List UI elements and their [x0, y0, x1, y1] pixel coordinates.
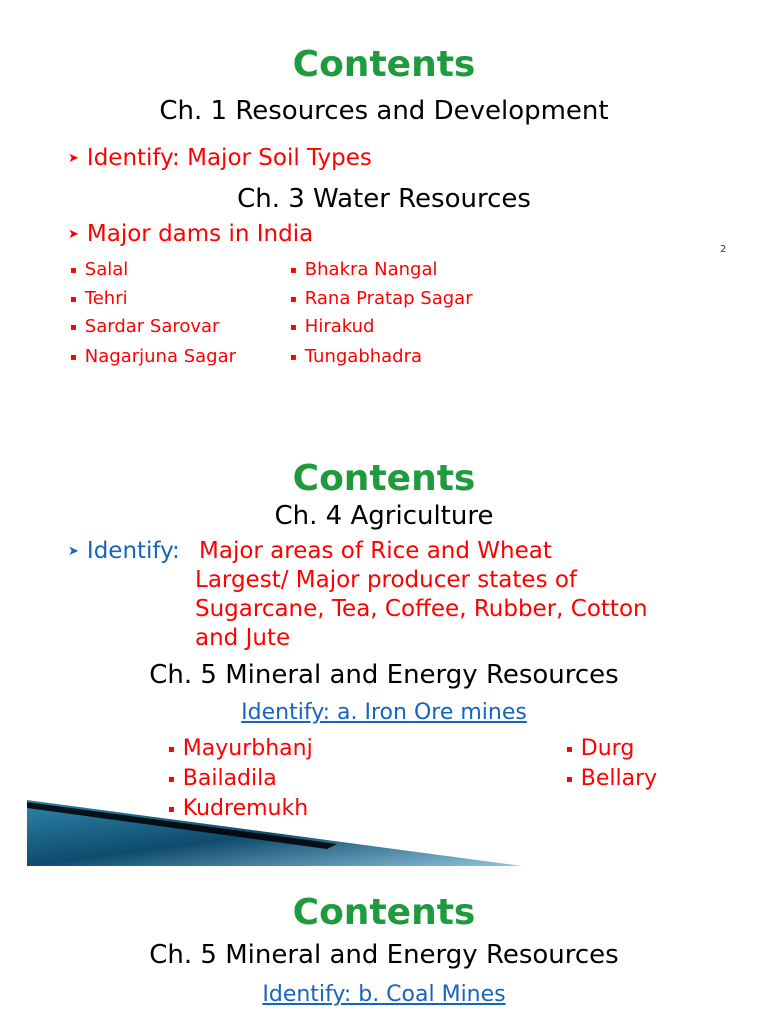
arrow-bullet-icon: ➤	[68, 544, 79, 559]
dam-list-item: ▪ Nagarjuna Sagar	[70, 346, 237, 367]
iron-ore-link[interactable]: Identify: a. Iron Ore mines	[241, 700, 527, 725]
slide1-title: Contents	[292, 44, 476, 85]
slide1-bullet-soil	[68, 145, 372, 171]
dam-list-item: ▪ Tehri	[70, 288, 128, 309]
slide1-page-number: 2	[720, 244, 727, 255]
dam-list-item: ▪ Salal	[70, 259, 129, 280]
square-bullet-icon: ▪	[168, 743, 175, 755]
identify-line: and Jute	[195, 625, 291, 651]
square-bullet-icon: ▪	[290, 264, 297, 276]
identify-line: Largest/ Major producer states of	[195, 567, 578, 593]
identify-line: Sugarcane, Tea, Coffee, Rubber, Cotton	[195, 596, 648, 622]
square-bullet-icon: ▪	[70, 264, 77, 276]
square-bullet-icon: ▪	[290, 321, 297, 333]
square-bullet-icon: ▪	[168, 803, 175, 815]
slide1-chapter3-heading: Ch. 3 Water Resources	[237, 184, 531, 214]
dam-list-item: ▪ Hirakud	[290, 316, 375, 337]
mine-list-item: ▪ Bellary	[566, 766, 658, 791]
square-bullet-icon: ▪	[168, 773, 175, 785]
identify-label: Identify:	[86, 538, 180, 564]
arrow-bullet-icon: ➤	[68, 227, 79, 242]
identify-line: Major areas of Rice and Wheat	[199, 538, 552, 564]
arrow-bullet-icon: ➤	[68, 151, 79, 166]
slide1-chapter1-heading: Ch. 1 Resources and Development	[159, 96, 609, 126]
square-bullet-icon: ▪	[290, 293, 297, 305]
square-bullet-icon: ▪	[290, 351, 297, 363]
slide1-bullet-dams	[68, 221, 313, 247]
square-bullet-icon: ▪	[70, 351, 77, 363]
dam-list-item: ▪ Sardar Sarovar	[70, 316, 220, 337]
slide2-chapter5-heading: Ch. 5 Mineral and Energy Resources	[149, 660, 619, 690]
mine-list-item: ▪ Mayurbhanj	[168, 736, 313, 761]
slide2-identify-bullet	[68, 538, 180, 564]
dam-list-item: ▪ Rana Pratap Sagar	[290, 288, 473, 309]
slide1-bullet-dams-text: Major dams in India	[86, 221, 314, 247]
slide2-title: Contents	[292, 458, 476, 499]
mine-list-item: ▪ Bailadila	[168, 766, 277, 791]
decorative-wedge-graphic	[27, 800, 522, 866]
slide3-title: Contents	[292, 892, 476, 933]
mine-list-item: ▪ Kudremukh	[168, 796, 309, 821]
slide3-chapter5-heading: Ch. 5 Mineral and Energy Resources	[149, 940, 619, 970]
dam-list-item: ▪ Bhakra Nangal	[290, 259, 438, 280]
square-bullet-icon: ▪	[566, 773, 573, 785]
mine-list-item: ▪ Durg	[566, 736, 635, 761]
square-bullet-icon: ▪	[70, 321, 77, 333]
square-bullet-icon: ▪	[566, 743, 573, 755]
slide1-bullet-soil-text: Identify: Major Soil Types	[86, 145, 372, 171]
coal-mines-link[interactable]: Identify: b. Coal Mines	[262, 982, 506, 1007]
square-bullet-icon: ▪	[70, 293, 77, 305]
dam-list-item: ▪ Tungabhadra	[290, 346, 423, 367]
slide2-chapter4-heading: Ch. 4 Agriculture	[274, 501, 494, 531]
